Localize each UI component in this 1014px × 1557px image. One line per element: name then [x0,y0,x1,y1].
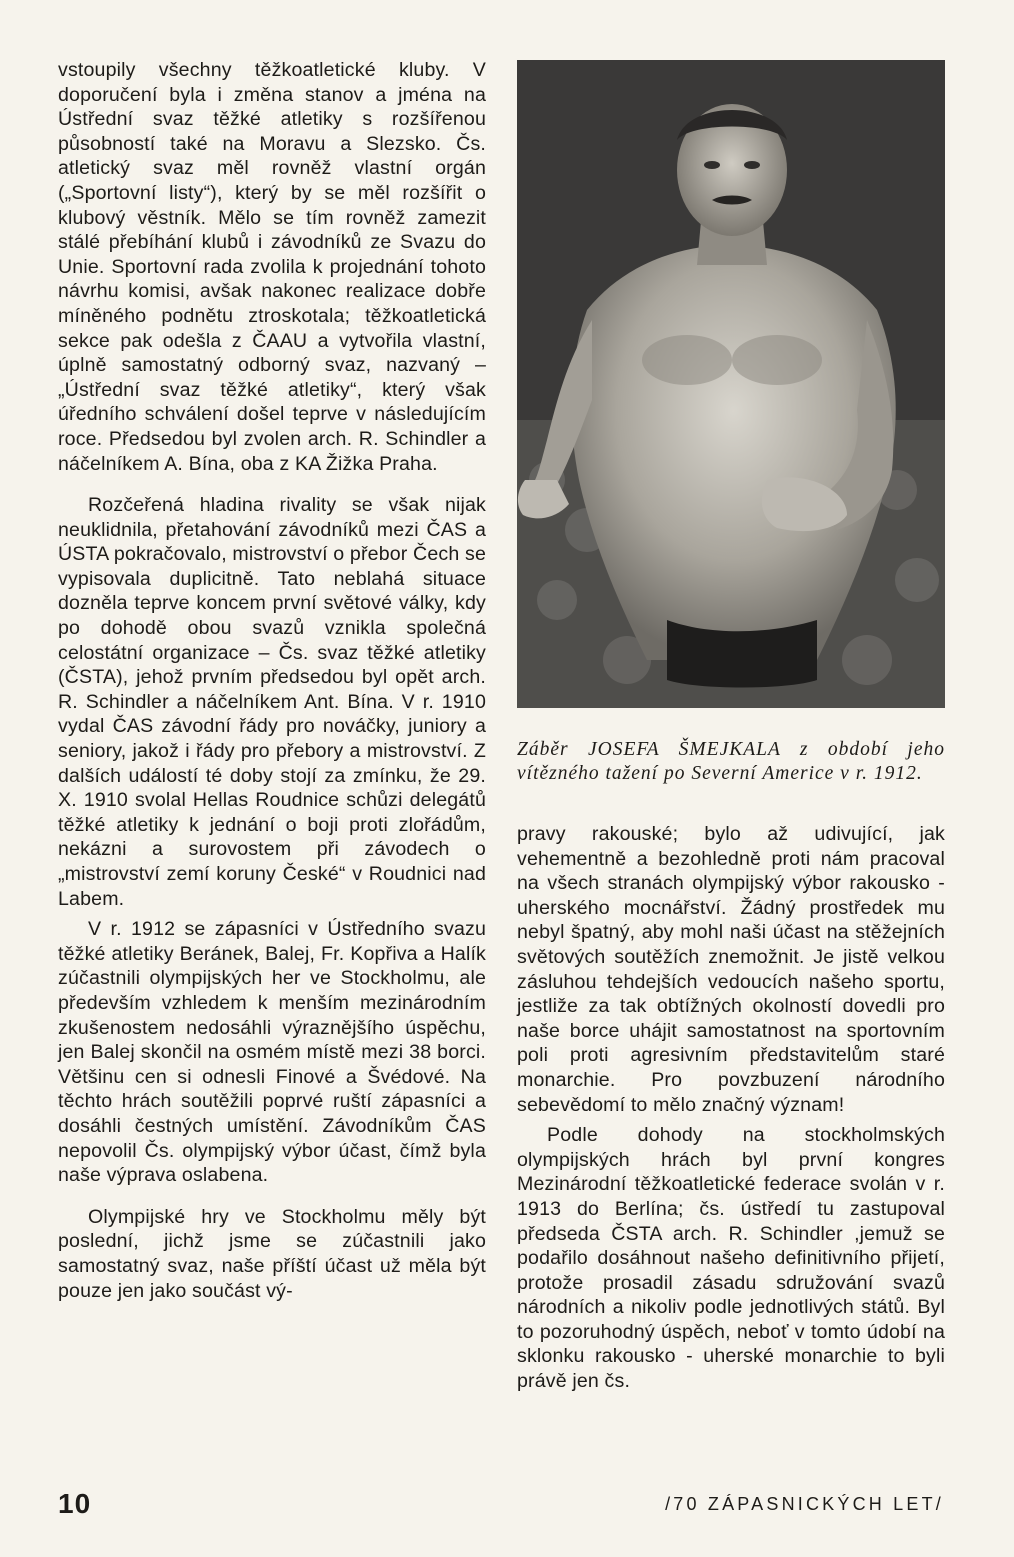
paragraph-3: V r. 1912 se zápasníci v Ústředního svazu těžké atletiky Beránek, Balej, Fr. Kopřiva a Halík zúčastnili olympijských her ve Stockholmu, ale především vzhledem k menším mezinárodním zkušenostem nedosáhli výraznějšího úspěchu, jen Balej skončil na osmém místě mezi 38 borci. Většinu cen si odnesli Finové a Švédové. Na těchto hrách soutěžili poprvé ruští zápasníci a dosáhli čestných umístění. Závodníkům ČAS nepovolil Čs. olympijský výbor účast, čímž byla naše výprava oslabena. [58,918,486,1187]
paragraph-4: Olympijské hry ve Stockholmu měly být poslední, jichž jsme se zúčastnili jako samostatný svaz, naše příští účast už měla být pouze jen jako součást vý- [58,1205,486,1302]
paragraph-2: Rozčeřená hladina rivality se však nijak neuklidnila, přetahování závodníků mezi ČAS a ÚSTA pokračovalo, mistrovství o přebor Čech se vypisovala duplicitně. Tato neblahá situace dozněla teprve koncem první světové války, kdy po dohodě obou svazů vznikla společná celostátní organizace – Čs. svaz těžké atletiky (ČSTA), jehož prvním předsedou byl opět arch. R. Schindler a náčelníkem Ant. Bína. V r. 1910 vydal ČAS závodní řády pro nováčky, juniory a seniory, jakož i řády pro přebory a mistrovství. Z dalších událostí té doby stojí za zmínku, že 29. X. 1910 svolal Hellas Roudnice schůzi delegátů těžké atletiky k jednání o boji proti zlořádům, nekázni a surovostem při závodech o „mistrovství zemí koruny České“ v Roudnici nad Labem. [58,494,486,910]
page-number: 10 [58,1488,92,1519]
paragraph-6: Podle dohody na stockholmských olympijských hrách byl první kongres Mezinárodní těžkoatletické federace svolán v r. 1913 do Berlína; čs. ústředí tu zastupoval předseda ČSTA arch. R. Schindler ,jemuž se podařilo dosáhnout našeho definitivního přijetí, protože prosadil zásadu sdružování svazů národních a nikoliv podle jednotlivých států. Byl to pozoruhodný úspěch, neboť v tomto údobí na sklonku rakousko - uherské monarchie to byli právě jen čs. [517,1124,945,1393]
paragraph-5: pravy rakouské; bylo až udivující, jak vehementně a bezohledně proti nám pracoval na všech stranách olympijský výbor rakousko - uherského mocnářství. Žádný prostředek mu nebyl špatný, aby mohl naši účast na stěžejních světových soutěžích znemožnit. Je jistě velkou zásluhou tehdejších vedoucích našeho sportu, jestliže za tak obtížných okolností dovedli pro naše borce uhájit samostatnost na sportovním poli proti agresivním představitelům staré monarchie. Pro povzbuzení národního sebevědomí to mělo značný význam! [517,823,945,1116]
wrestler-photo [517,60,945,708]
paragraph-1: vstoupily všechny těžkoatletické kluby. V doporučení byla i změna stanov a jména na Ústřední svaz těžké atletiky s rozšířenou působností také na Moravu a Slezsko. Čs. atletický svaz měl rovněž vlastní orgán („Sportovní listy“), který by se měl rozšířit o klubový věstník. Mělo se tím rovněž zamezit stálé přebíhání klubů i závodníků ze Svazu do Unie. Sportovní rada zvolila k projednání tohoto návrhu komisi, avšak nakonec realizace dobře míněného podnětu ztroskotala; těžkoatletická sekce pak odešla z ČAAU a vytvořila vlastní, úplně samostatný odborný svaz, nazvaný – „Ústřední svaz těžké atletiky“, který však úředního schválení došel teprve v následujícím roce. Předsedou byl zvolen arch. R. Schindler a náčelníkem A. Bína, oba z KA Žižka Praha. [58,59,486,475]
left-text-column [58,58,486,1303]
photo-caption: Záběr JOSEFA ŠMEJKALA z období jeho vítězného tažení po Severní Americe v r. 1912. [517,739,945,784]
right-column [517,60,945,1394]
right-text-column [517,822,945,1394]
running-head: /70 ZÁPASNICKÝCH LET/ [665,1494,944,1514]
wrestler-photo-illustration [517,60,945,708]
